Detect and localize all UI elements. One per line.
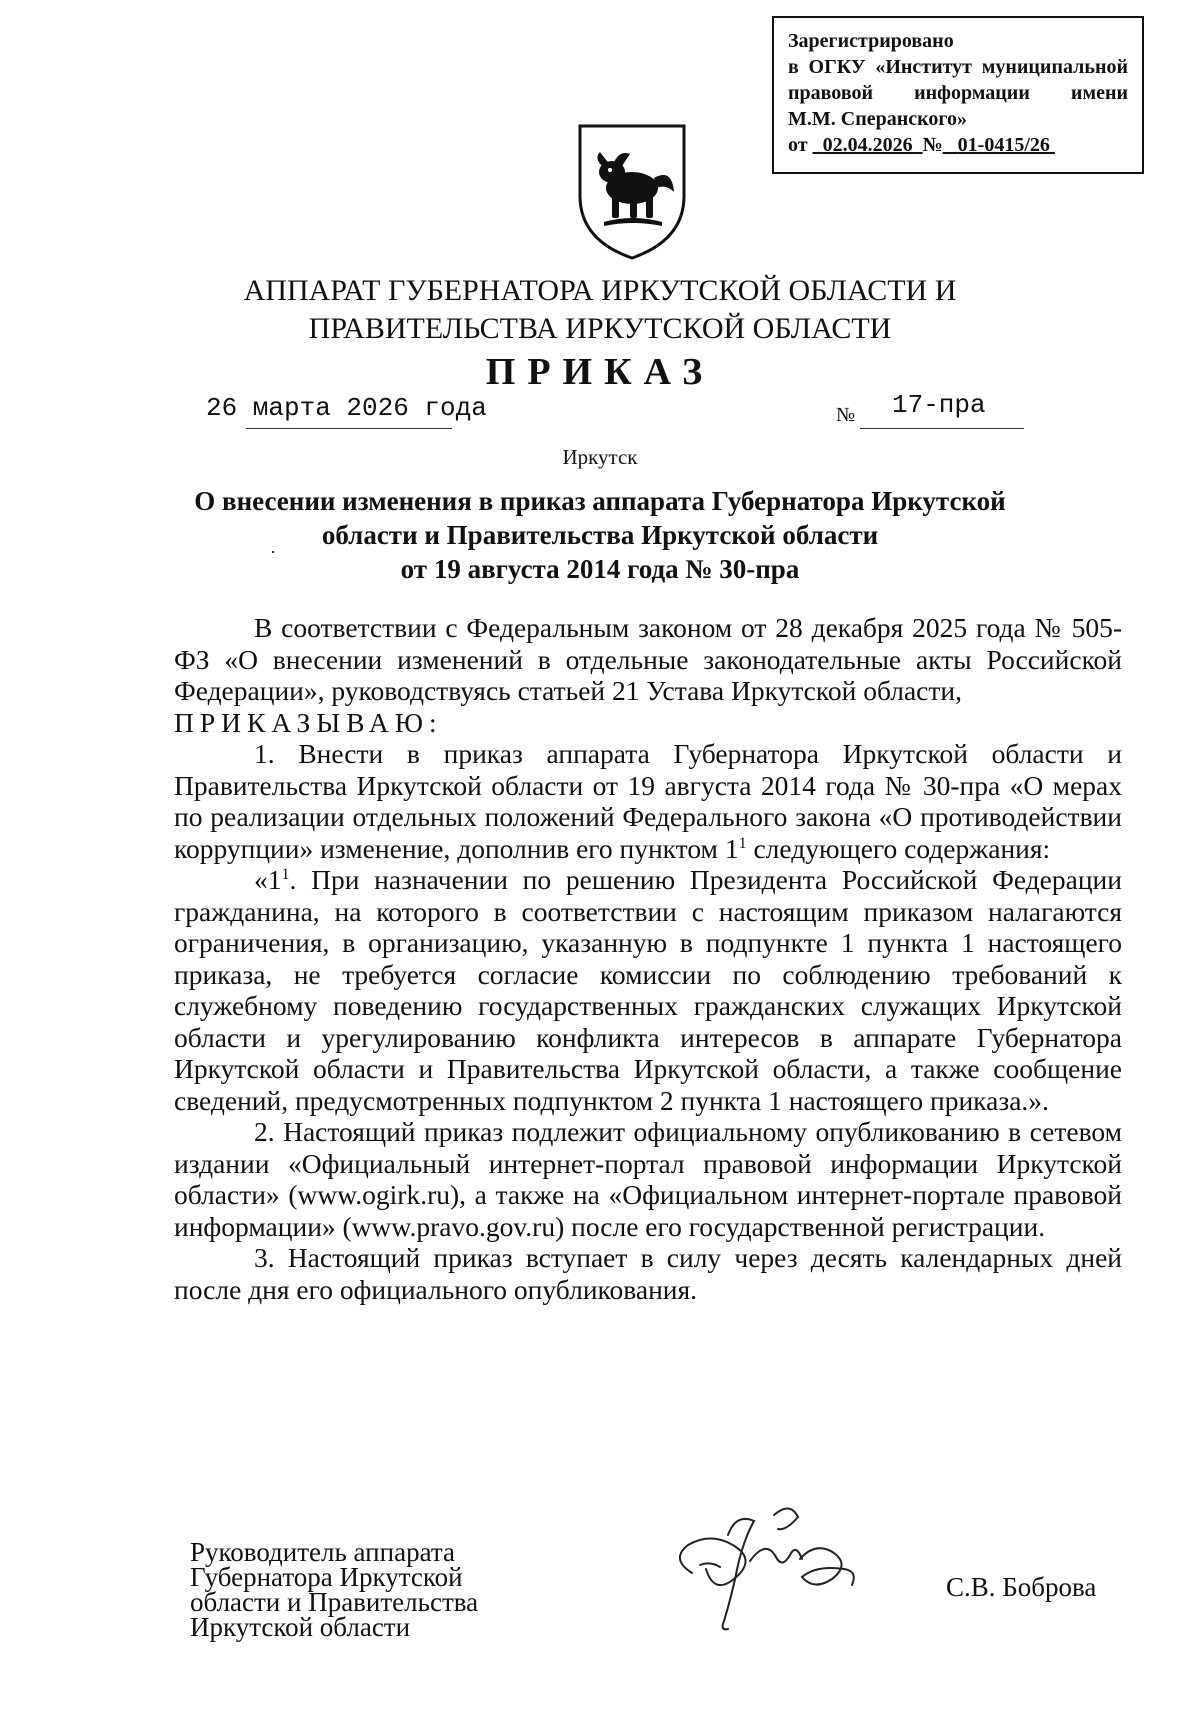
organization-name [0,272,1200,348]
item-1-superscript: 1 [738,834,747,852]
document-date: 26 марта 2026 года [206,393,487,423]
coat-of-arms-icon [574,122,690,262]
signatory-title-line-2: Губернатора Иркутской [190,1562,463,1592]
quote-superscript: 1 [281,865,290,883]
signatory-name: С.В. Боброва [946,1572,1097,1602]
stamp-from-label: от [788,134,808,156]
stamp-number-sign: № [922,134,943,156]
stamp-line-name: М.М. Сперанского» [788,108,967,130]
subject-line-1: О внесении изменения в приказ аппарата Губернатора Иркутской [194,486,1006,516]
scan-speck [272,551,274,553]
stamp-registration-line [788,132,1128,158]
decree-heading: ПРИКАЗЫВАЮ: [174,706,443,738]
signatory-title [190,1537,479,1642]
stamp-line-info: правовой информации имени [788,82,1128,104]
item-1-tail: следующего содержания: [753,832,1051,864]
document-body [174,612,1122,1305]
subject-line-3: от 19 августа 2014 года № 30-пра [400,554,800,584]
stamp-line-institute: в ОГКУ «Институт муниципальной [788,56,1128,78]
city: Иркутск [562,445,638,469]
item-3-paragraph: 3. Настоящий приказ вступает в силу через десять календарных дней после дня его официального опубликования. [174,1242,1122,1305]
org-line-2: ПРАВИТЕЛЬСТВА ИРКУТСКОЙ ОБЛАСТИ [308,312,892,345]
quoted-paragraph: «$1^1$. При назначении по решению Президента Российской Федерации гражданина, на которого в соответствии с настоящим приказом налагаются ограничения, в организацию, указанную в подпункте 1 пункта 1 настоящего приказа, не требуется согласие комиссии по соблюдению требований к служебному поведению государственных гражданских служащих Иркутской области и урегулированию конфликта интересов в аппарате Губернатора Иркутской области и Правительства Иркутской области, а также сообщение сведений, предусмотренных подпунктом 2 пункта 1 настоящего приказа.». [174,864,1122,1116]
stamp-date: 02.04.2026 [822,134,913,156]
handwritten-signature [666,1495,866,1635]
document-subject [0,484,1200,586]
date-underline [246,428,452,429]
signatory-title-line-3: области и Правительства [190,1587,479,1617]
signatory-title-line-1: Руководитель аппарата [190,1537,455,1567]
document-type: ПРИКАЗ [485,351,715,393]
number-sign: № [836,404,856,426]
document-number: 17-пра [892,390,986,420]
item-2-paragraph: 2. Настоящий приказ подлежит официальному опубликованию в сетевом издании «Официальный интернет-портал правовой информации Иркутской области» (www.ogirk.ru), а также на «Официальном интернет-портале правовой информации» (www.pravo.gov.ru) после его государственной регистрации. [174,1116,1122,1242]
subject-line-2: области и Правительства Иркутской области [321,520,879,550]
number-underline [860,428,1024,429]
registration-stamp [772,16,1144,174]
item-1-paragraph: 1. Внести в приказ аппарата Губернатора Иркутской области и Правительства Иркутской области от 19 августа 2014 года № 30-пра «О мерах по реализации отдельных положений Федерального закона «О противодействии коррупции» изменение, дополнив его пунктом $1^1$ следующего содержания: [174,738,1122,864]
org-line-1: АППАРАТ ГУБЕРНАТОРА ИРКУТСКОЙ ОБЛАСТИ И [243,274,957,307]
preamble-paragraph: В соответствии с Федеральным законом от 28 декабря 2025 года № 505-ФЗ «О внесении изменений в отдельные законодательные акты Российской Федерации», руководствуясь статьей 21 Устава Иркутской области, [174,612,1122,706]
signatory-title-line-4: Иркутской области [190,1612,411,1642]
stamp-line-registered: Зарегистрировано [788,30,954,52]
stamp-number: 01-0415/26 [957,134,1050,156]
